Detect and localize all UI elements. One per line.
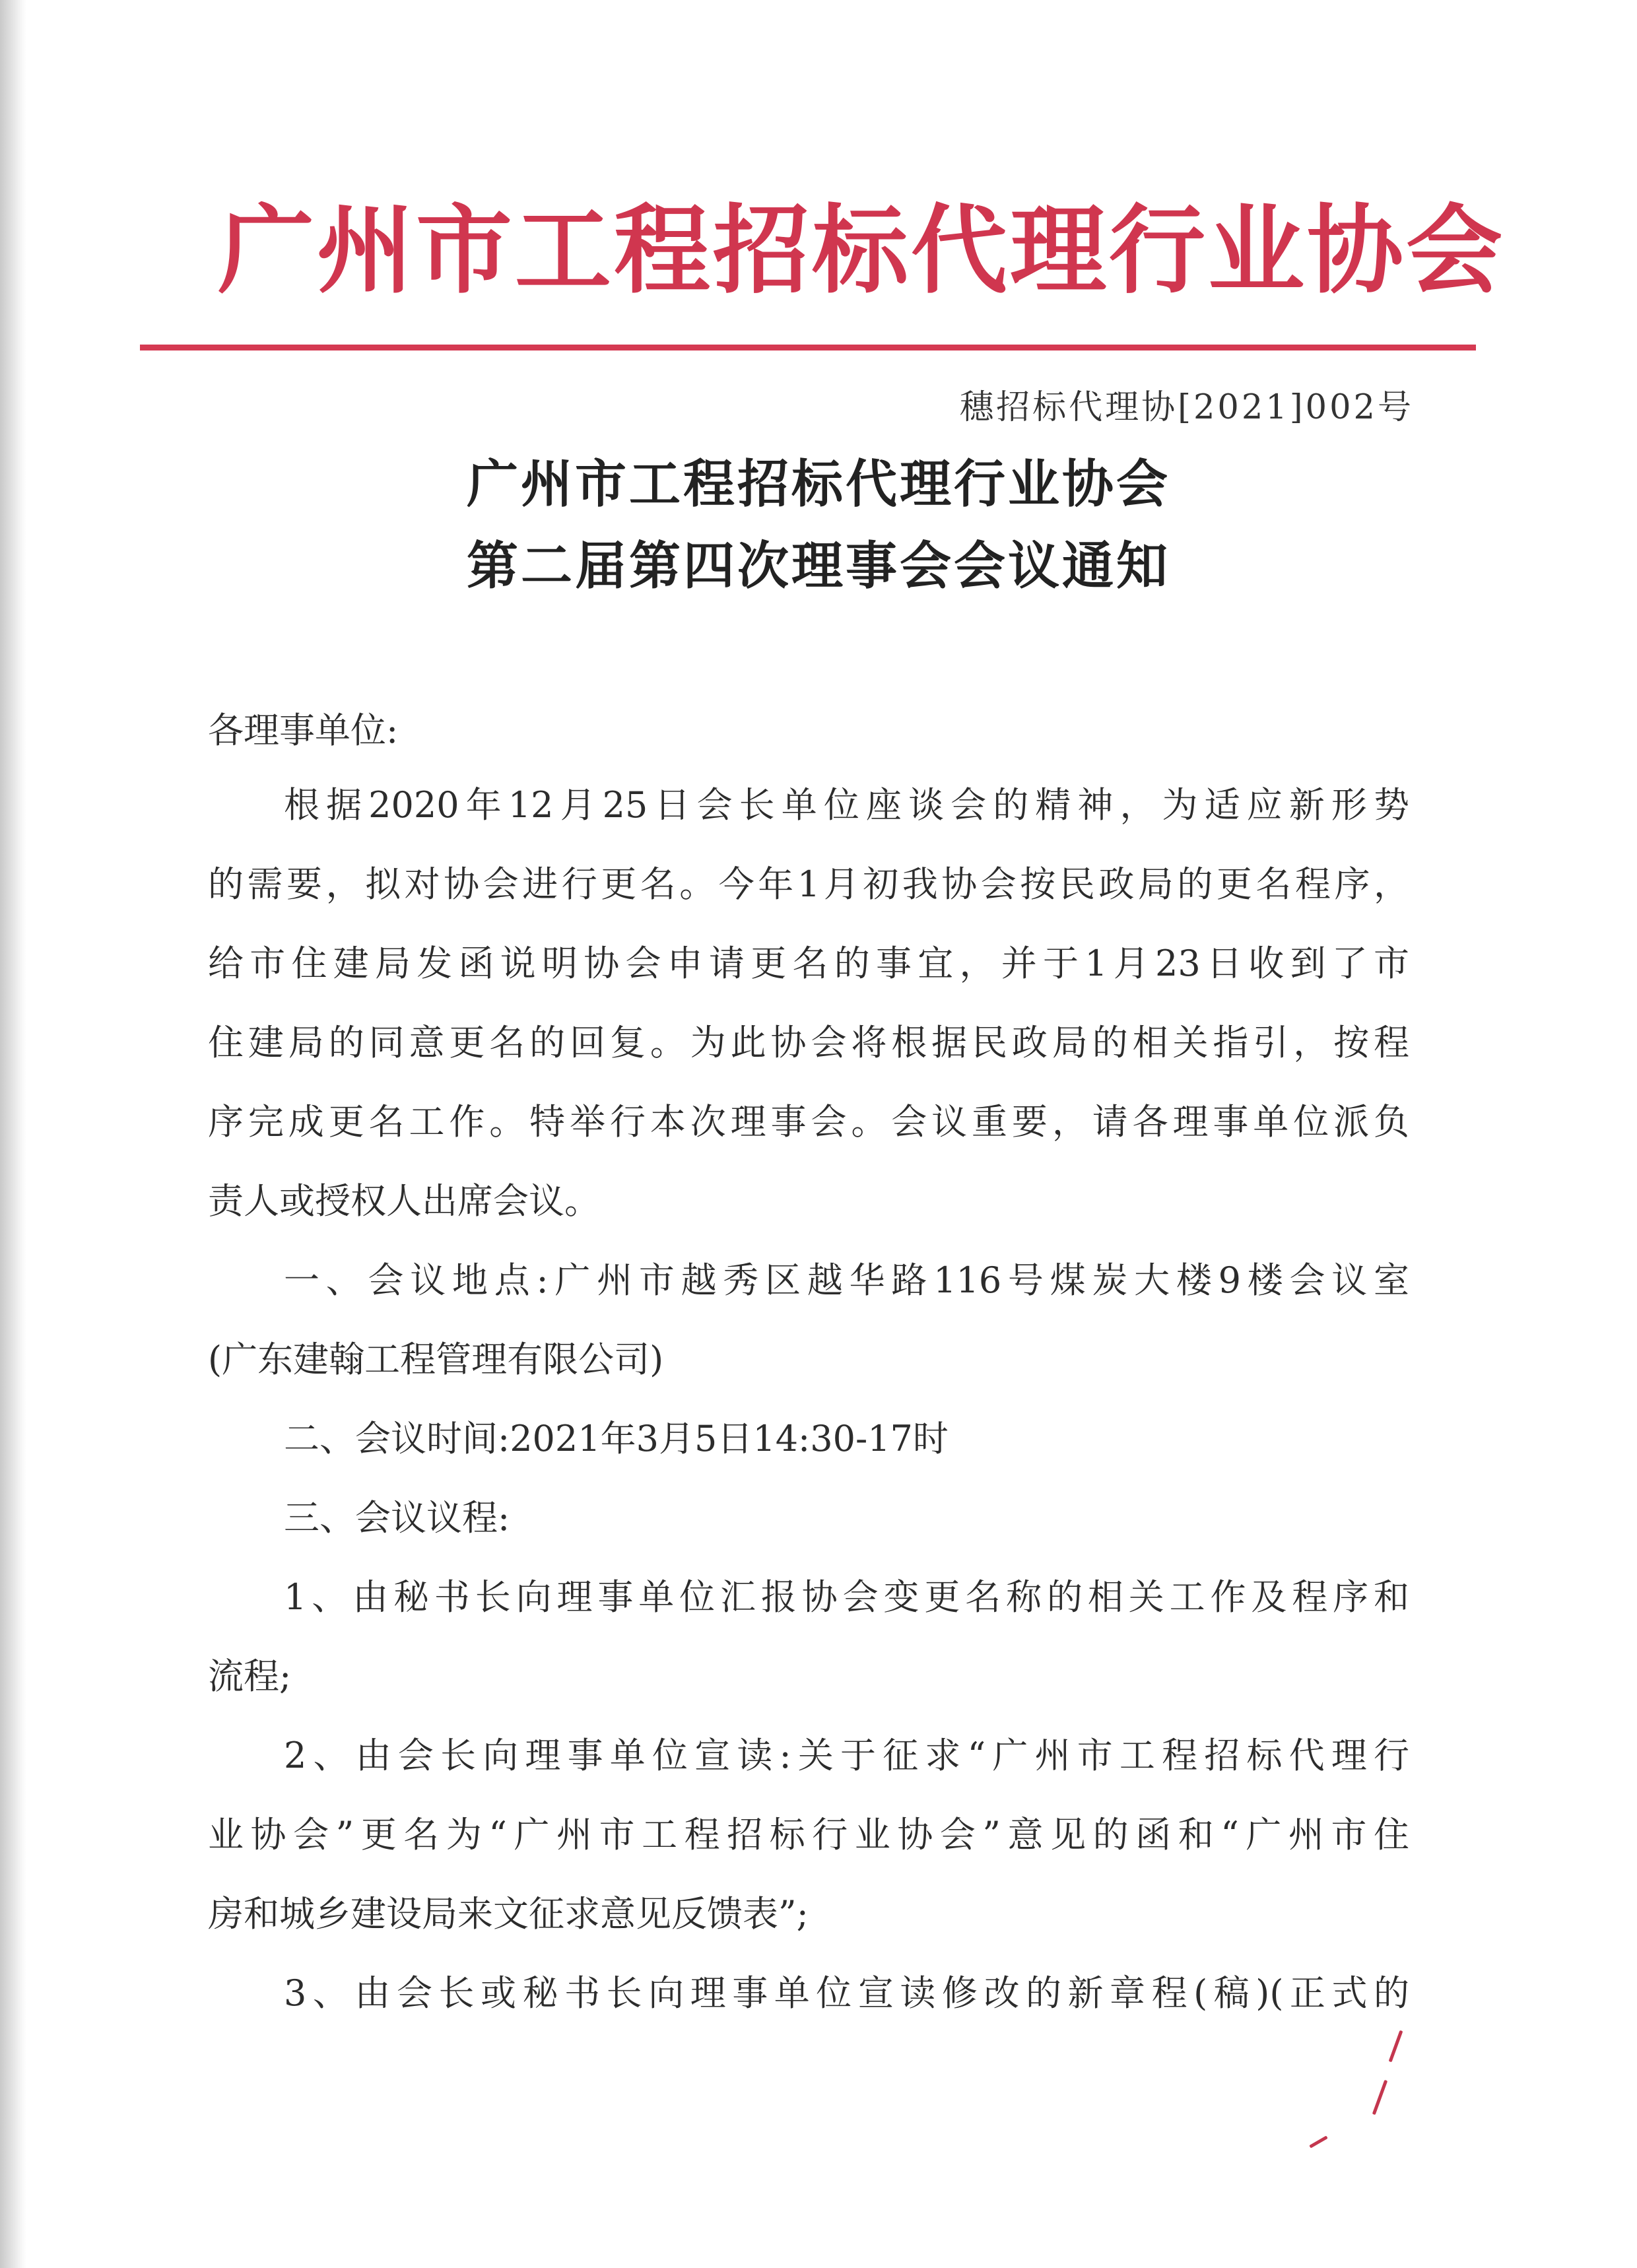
document-title-line-2: 第二届第四次理事会会议通知 — [466, 536, 1170, 596]
salutation: 各理事单位: — [208, 710, 399, 751]
meeting-location-company: (广东建翰工程管理有限公司) — [208, 1339, 664, 1380]
agenda-item-3: 3、由会长或秘书长向理事单位宣读修改的新章程(稿)(正式的 — [284, 1972, 1409, 2014]
agenda-item-2-end: 房和城乡建设局来文征求意见反馈表”; — [208, 1893, 809, 1935]
agenda-item-1-cont: 流程; — [208, 1655, 292, 1697]
letterhead-red-rule — [140, 345, 1476, 350]
scan-edge-shadow — [0, 0, 26, 2268]
document-title-line-1: 广州市工程招标代理行业协会 — [466, 454, 1170, 514]
agenda-item-2: 2、由会长向理事单位宣读:关于征求“广州市工程招标代理行 — [284, 1735, 1409, 1776]
meeting-location: 一、会议地点:广州市越秀区越华路116号煤炭大楼9楼会议室 — [284, 1259, 1409, 1301]
document-number: 穗招标代理协[2021]002号 — [960, 388, 1414, 427]
body-line: 给市住建局发函说明协会申请更名的事宜，并于1月23日收到了市 — [208, 943, 1409, 984]
meeting-time: 二、会议时间:2021年3月5日14:30-17时 — [284, 1418, 949, 1459]
meeting-agenda-heading: 三、会议议程: — [284, 1497, 510, 1539]
body-line: 序完成更名工作。特举行本次理事会。会议重要，请各理事单位派负 — [208, 1101, 1409, 1143]
agenda-item-2-cont: 业协会”更名为“广州市工程招标行业协会”意见的函和“广州市住 — [208, 1814, 1409, 1855]
body-line: 责人或授权人出席会议。 — [208, 1180, 600, 1222]
body-line: 的需要，拟对协会进行更名。今年1月初我协会按民政局的更名程序， — [208, 863, 1409, 905]
letterhead-title: 广州市工程招标代理行业协会 — [218, 194, 1505, 307]
red-seal-edge-mark — [1309, 2135, 1327, 2148]
red-seal-edge-mark — [1372, 2080, 1388, 2115]
red-seal-edge-mark — [1389, 2030, 1403, 2063]
body-line: 住建局的同意更名的回复。为此协会将根据民政局的相关指引，按程 — [208, 1022, 1409, 1063]
agenda-item-1: 1、由秘书长向理事单位汇报协会变更名称的相关工作及程序和 — [284, 1576, 1409, 1618]
body-line: 根据2020年12月25日会长单位座谈会的精神，为适应新形势 — [284, 784, 1409, 826]
